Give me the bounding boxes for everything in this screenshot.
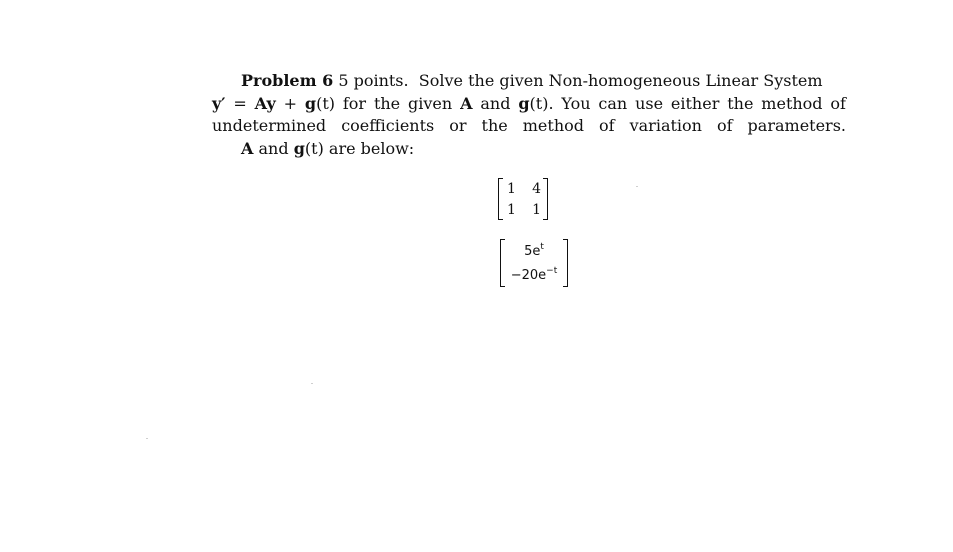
vector-g-right-bracket xyxy=(563,239,568,287)
matrix-a-right-bracket xyxy=(543,178,548,220)
line4-tail: are below: xyxy=(328,138,415,158)
t-arg-2: (t) xyxy=(304,138,324,158)
vector-g-entry-2-coef: −20e xyxy=(510,267,547,283)
line2-mid: for the given xyxy=(342,93,453,113)
line2-tail: . You can use either the method of xyxy=(548,93,846,113)
eq-g: g xyxy=(304,93,317,113)
vector-g-entry-1 xyxy=(524,241,544,259)
problem-heading: Problem 6 xyxy=(241,71,334,90)
vector-g-entries xyxy=(505,239,563,287)
g-symbol-2: g xyxy=(293,138,305,158)
matrix-a-cell-1-1: 1 xyxy=(507,180,516,197)
vector-g-entry-1-coef: 5e xyxy=(524,243,541,259)
problem-line-4 xyxy=(212,138,846,161)
problem-line-1 xyxy=(212,70,846,93)
and-word-2: and xyxy=(258,138,289,158)
and-word: and xyxy=(480,93,511,113)
problem-line-3: undetermined coefficients or the method of variation of parameters. xyxy=(212,116,846,135)
vector-g-entry-2 xyxy=(510,265,558,283)
eq-ay: Ay xyxy=(254,93,276,113)
problem-intro: Solve the given Non-homogeneous Linear System xyxy=(418,71,823,90)
g-symbol: g xyxy=(518,93,530,113)
matrix-a-cell-1-2: 4 xyxy=(532,180,541,197)
scan-speck xyxy=(146,438,148,439)
problem-points: 5 points. xyxy=(338,71,409,90)
scan-speck xyxy=(311,383,313,384)
scan-speck xyxy=(636,186,638,187)
vector-g-entry-2-exp: −t xyxy=(546,265,558,276)
vector-g xyxy=(500,239,568,287)
a-symbol: A xyxy=(460,93,473,113)
matrix-a-cell-2-2: 1 xyxy=(532,201,541,218)
t-arg: (t) xyxy=(529,93,549,113)
eq-plus: + xyxy=(283,93,298,113)
problem-statement xyxy=(212,70,846,160)
eq-t: (t) xyxy=(316,93,335,113)
problem-line-2 xyxy=(212,93,846,116)
vector-g-entry-1-exp: t xyxy=(540,241,544,252)
eq-equals: = xyxy=(233,93,247,113)
matrix-a xyxy=(498,178,548,220)
matrix-a-entries xyxy=(503,178,543,220)
matrix-a-cell-2-1: 1 xyxy=(507,201,516,218)
eq-lhs: y′ xyxy=(212,93,226,113)
a-symbol-2: A xyxy=(241,138,254,158)
